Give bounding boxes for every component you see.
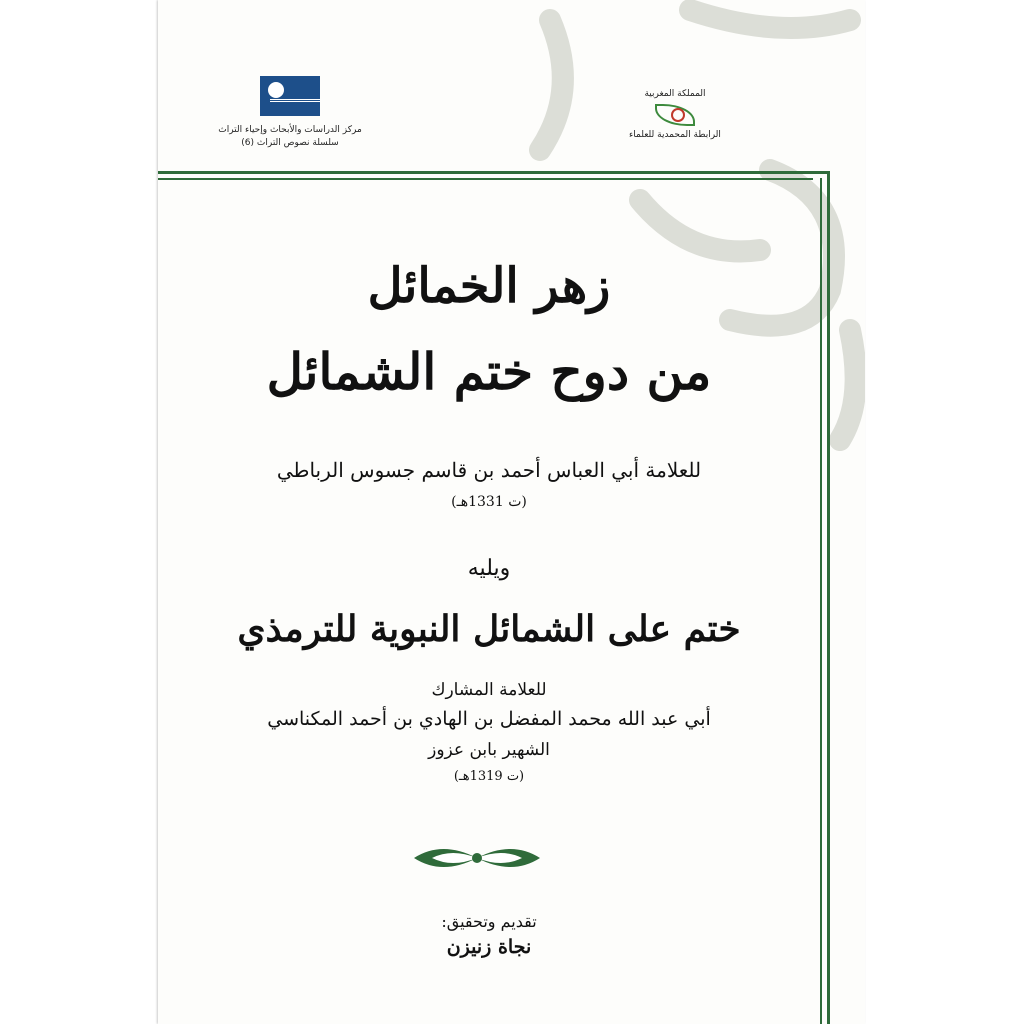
follow-label: ويليه [467, 556, 511, 581]
open-book-logo-icon [260, 76, 320, 116]
watermark-stroke [640, 200, 760, 251]
author2-known-as: الشهير بابن عزوز [428, 740, 550, 760]
editor-label: تقديم وتحقيق: [441, 912, 537, 931]
author2-label: للعلامة المشارك [431, 680, 547, 700]
country-name: المملكة المغربية [644, 89, 706, 99]
series-name: سلسلة نصوص التراث (6) [241, 138, 339, 148]
author2-death: (ت 1319هـ) [453, 769, 525, 784]
watermark-stroke [540, 20, 563, 150]
ornament-icon [412, 838, 542, 878]
title-line-1: زهر الخمائل [367, 258, 611, 314]
publisher-logo-right [605, 88, 745, 142]
watermark-stroke [690, 10, 850, 28]
author2-name: أبي عبد الله محمد المفضل بن الهادي بن أحمد المكناسي [267, 708, 711, 730]
editor-name: نجاة زنيزن [446, 936, 532, 958]
title-line-2: من دوح ختم الشمائل [266, 342, 712, 401]
frame-right-line [827, 171, 830, 1024]
leaf-emblem-icon [655, 104, 695, 126]
author1-name: للعلامة أبي العباس أحمد بن قاسم جسوس الرباطي [276, 458, 702, 482]
second-title: ختم على الشمائل النبوية للترمذي [237, 608, 741, 650]
league-name: الرابطة المحمدية للعلماء [629, 130, 721, 140]
frame-top-line [158, 171, 830, 174]
frame-right-inner-line [820, 178, 822, 1024]
publisher-name: مركز الدراسات والأبحاث وإحياء التراث [218, 125, 362, 135]
watermark-stroke [840, 330, 856, 440]
author1-death: (ت 1331هـ) [451, 494, 527, 510]
publisher-logo-left [200, 76, 380, 150]
frame-top-inner-line [158, 178, 813, 180]
